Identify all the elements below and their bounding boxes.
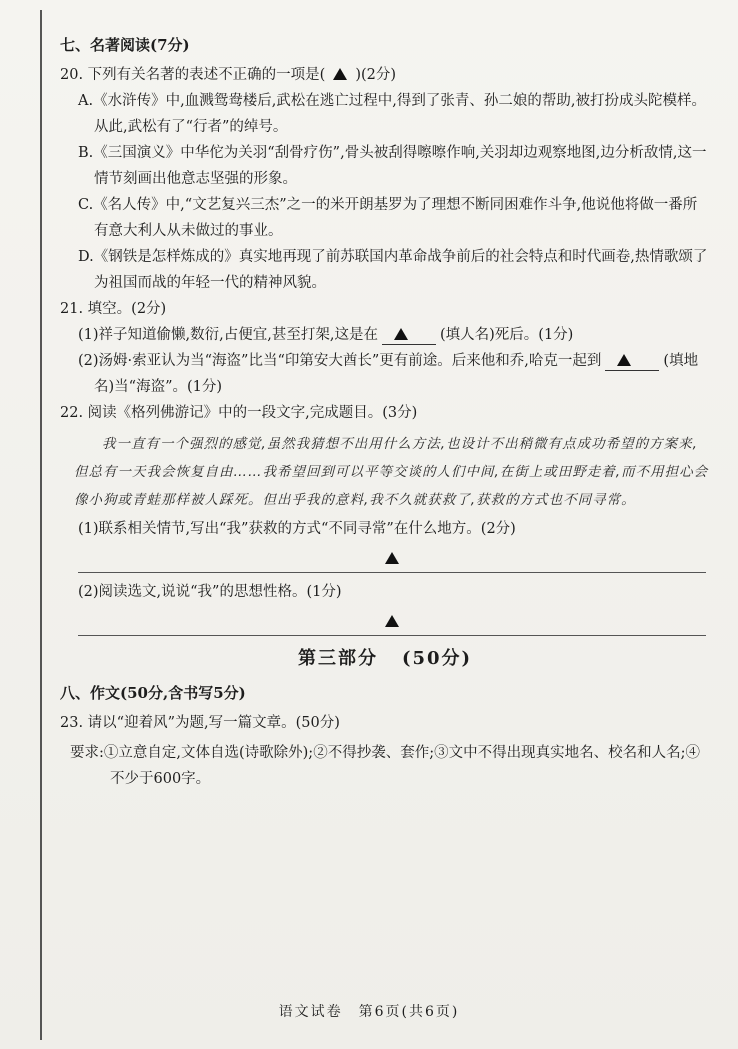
essay-requirements: 要求:①立意自定,文体自选(诗歌除外);②不得抄袭、套作;③文中不得出现真实地名、校名和人名;④不少于600字。 <box>70 745 700 787</box>
option-text: 《名人传》中,“文艺复兴三杰”之一的米开朗基罗为了理想不断同困难作斗争,他说他将做一番所有意大利人从未做过的事业。 <box>93 197 698 239</box>
question-20-option-d <box>60 244 710 296</box>
option-label: A. <box>78 93 94 109</box>
option-text: 《水浒传》中,血溅鸳鸯楼后,武松在逃亡过程中,得到了张青、孙二娘的帮助,被打扮成头陀模样。从此,武松有了“行者”的绰号。 <box>93 93 707 135</box>
question-20-option-b <box>60 140 710 192</box>
question-22-sub-1: (1)联系相关情节,写出“我”获救的方式“不同寻常”在什么地方。(2分) <box>78 521 516 537</box>
question-21-sub-1 <box>60 322 710 348</box>
part-3-title <box>60 646 710 672</box>
answer-triangle-icon <box>333 68 347 80</box>
option-label: C. <box>78 197 94 213</box>
question-22-sub-2: (2)阅读选文,说说“我”的思想性格。(1分) <box>78 584 342 600</box>
question-21-sub-1-post: (填人名)死后。(1分) <box>439 327 574 343</box>
question-23-stem: 23. 请以“迎着风”为题,写一篇文章。(50分) <box>60 715 340 731</box>
question-20-option-c <box>60 192 710 244</box>
page-content <box>60 34 710 792</box>
option-text: 《三国演义》中华佗为关羽“刮骨疗伤”,骨头被刮得嚓嚓作响,关羽却边观察地图,边分析敌情,这一情节刻画出他意志坚强的形象。 <box>93 145 707 187</box>
question-21-stem: 21. 填空。(2分) <box>60 301 167 317</box>
part-3-score: (50分) <box>401 648 473 669</box>
question-20-stem <box>60 62 710 88</box>
section-8-title: 八、作文(50分,含书写5分) <box>60 684 246 702</box>
question-21-sub-2-post: (填地名)当“海盗”。(1分) <box>94 353 699 395</box>
answer-triangle-icon <box>385 552 399 564</box>
answer-line-22-1[interactable] <box>78 542 706 573</box>
question-20-option-a <box>60 88 710 140</box>
binding-margin-line <box>40 10 42 1040</box>
question-20-stem-pre: 20. 下列有关名著的表述不正确的一项是( <box>60 67 326 83</box>
page-footer: 语文试卷 第6页(共6页) <box>278 1004 460 1020</box>
question-20-stem-post: )(2分) <box>355 67 397 83</box>
answer-line-22-2[interactable] <box>78 605 706 636</box>
answer-triangle-icon <box>617 354 631 366</box>
option-label: B. <box>78 145 94 161</box>
question-21-sub-2-pre: (2)汤姆·索亚认为当“海盗”比当“印第安大酋长”更有前途。后来他和乔,哈克一起到 <box>78 353 602 369</box>
fill-blank-2[interactable] <box>605 352 659 371</box>
option-label: D. <box>78 249 94 265</box>
question-21-sub-2 <box>60 348 710 400</box>
option-text: 《钢铁是怎样炼成的》真实地再现了前苏联国内革命战争前后的社会特点和时代画卷,热情歌颂了为祖国而战的年轻一代的精神风貌。 <box>93 249 708 291</box>
answer-triangle-icon <box>385 615 399 627</box>
part-3-title-text: 第三部分 <box>297 648 378 669</box>
fill-blank-1[interactable] <box>382 326 436 345</box>
reading-passage: 我一直有一个强烈的感觉,虽然我猜想不出用什么方法,也设计不出稍微有点成功希望的方案来,但总有一天我会恢复自由……我希望回到可以平等交谈的人们中间,在街上或田野走着,而不用担心会像小狗或青蛙那样被人踩死。但出乎我的意料,我不久就获救了,获救的方式也不同寻常。 <box>74 436 709 508</box>
section-7-title: 七、名著阅读(7分) <box>60 36 190 54</box>
question-21-sub-1-pre: (1)祥子知道偷懒,数衍,占便宜,甚至打架,这是在 <box>78 327 378 343</box>
answer-triangle-icon <box>394 328 408 340</box>
question-22-stem: 22. 阅读《格列佛游记》中的一段文字,完成题目。(3分) <box>60 405 418 421</box>
